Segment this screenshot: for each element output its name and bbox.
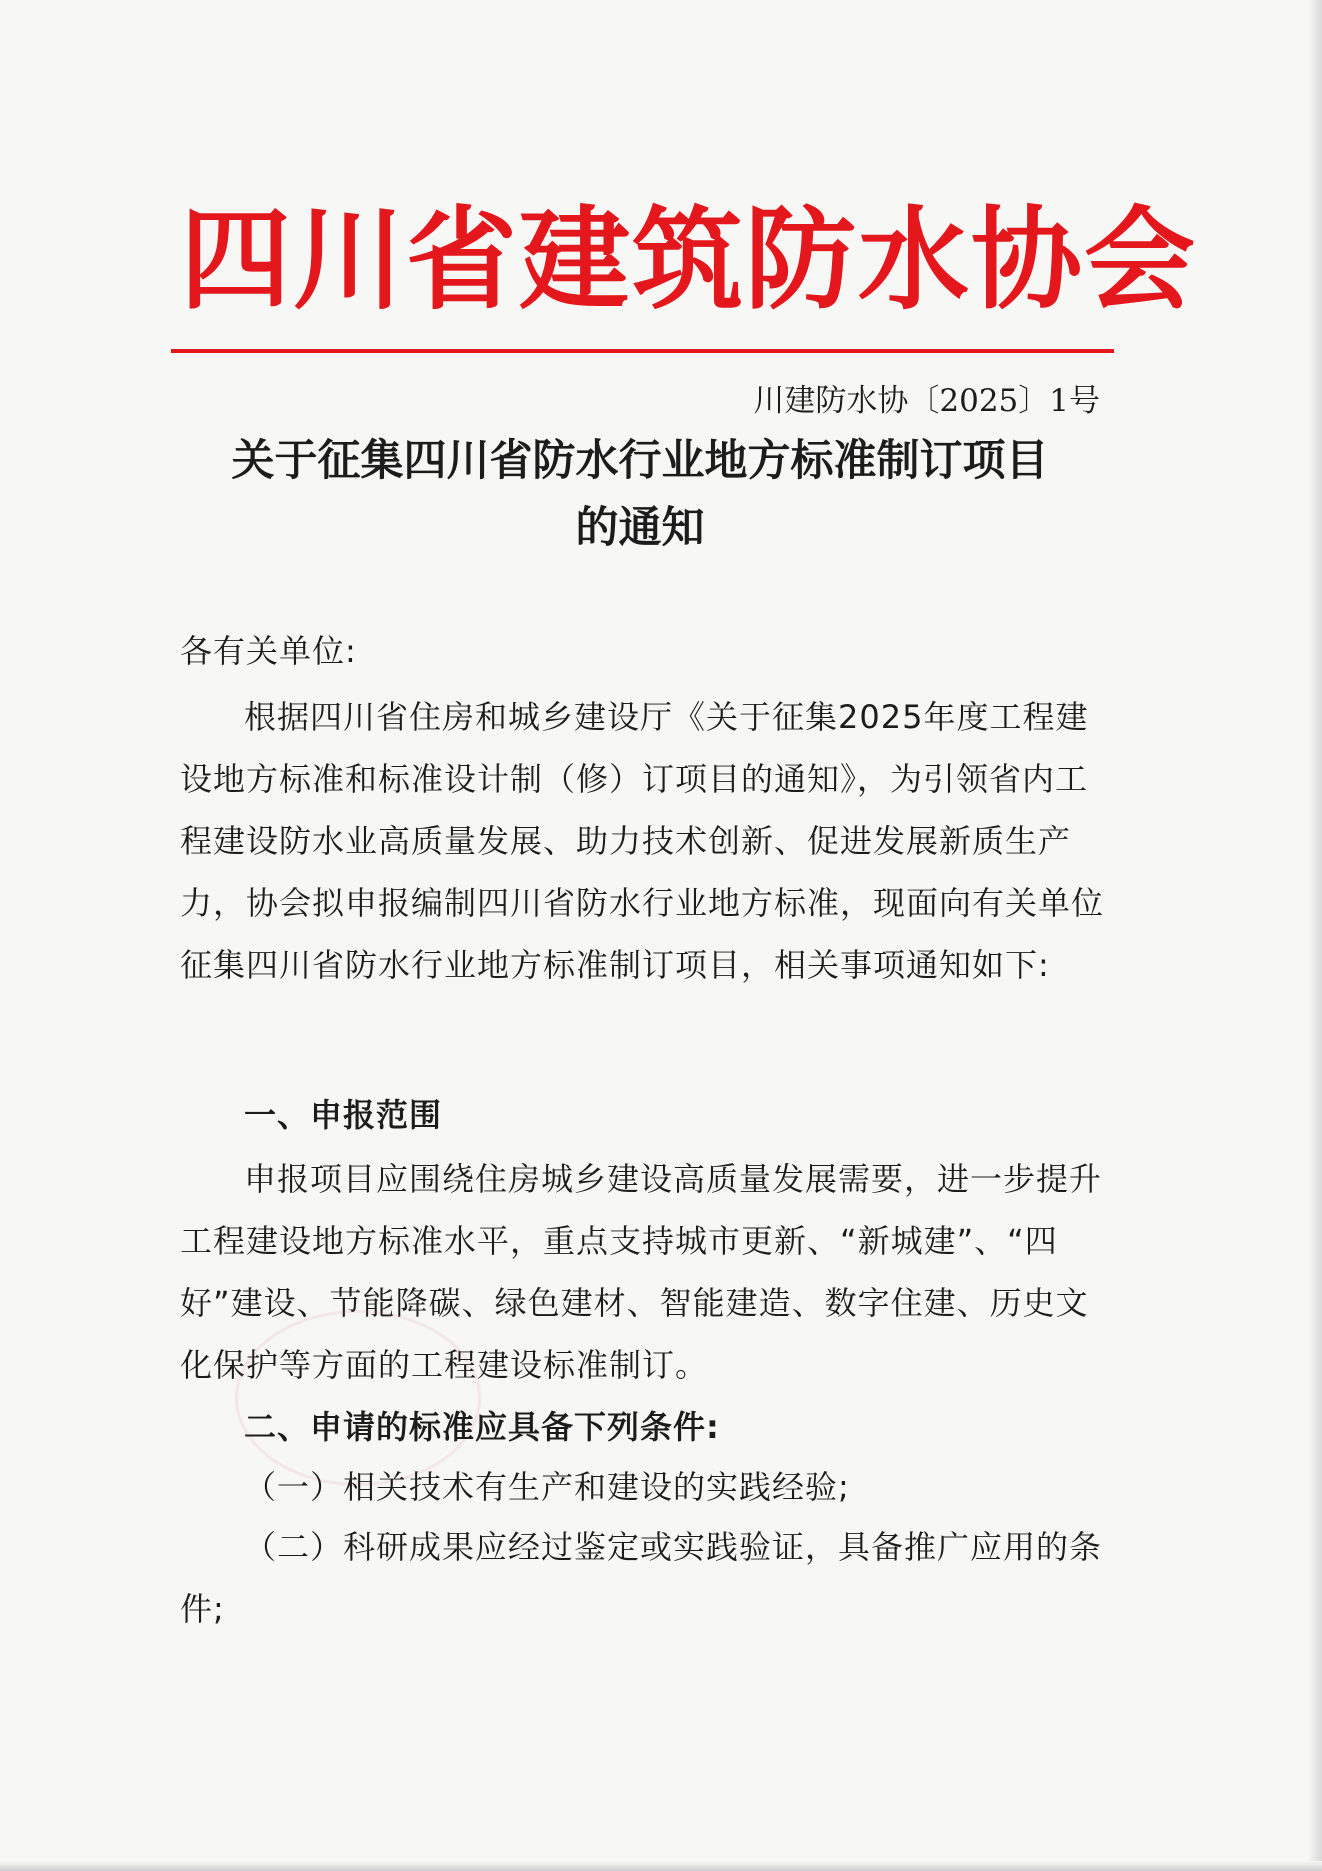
section-heading-conditions: 二、申请的标准应具备下列条件: — [244, 1408, 720, 1446]
intro-paragraph: 根据四川省住房和城乡建设厅《关于征集2025年度工程建设地方标准和标准设计制（修）订项目的通知》，为引领省内工程建设防水业高质量发展、助力技术创新、促进发展新质生产力，协会拟申报编制四川省防水行业地方标准，现面向有关单位征集四川省防水行业地方标准制订项目，相关事项通知如下: — [180, 698, 1105, 984]
salutation: 各有关单位: — [180, 632, 357, 670]
condition-item-2: （二）科研成果应经过鉴定或实践验证，具备推广应用的条件; — [180, 1528, 1103, 1628]
scope-paragraph: 申报项目应围绕住房城乡建设高质量发展需要，进一步提升工程建设地方标准水平，重点支持城市更新、“新城建”、“四好”建设、节能降碳、绿色建材、智能建造、数字住建、历史文化保护等方面的工程建设标准制订。 — [180, 1160, 1103, 1384]
notice-title — [170, 428, 1110, 562]
scan-edge-shadow-bottom — [0, 1861, 1322, 1871]
scan-edge-shadow-right — [1308, 0, 1322, 1871]
notice-title-line-2: 的通知 — [575, 503, 705, 553]
letterhead-red-rule — [171, 349, 1114, 353]
condition-item-1: （一）相关技术有生产和建设的实践经验; — [244, 1468, 850, 1506]
letterhead-org-name: 四川省建筑防水协会 — [180, 195, 1198, 325]
section-heading-scope: 一、申报范围 — [244, 1096, 443, 1134]
document-number: 川建防水协〔2025〕1号 — [753, 383, 1100, 419]
notice-title-line-1: 关于征集四川省防水行业地方标准制订项目 — [231, 436, 1049, 486]
